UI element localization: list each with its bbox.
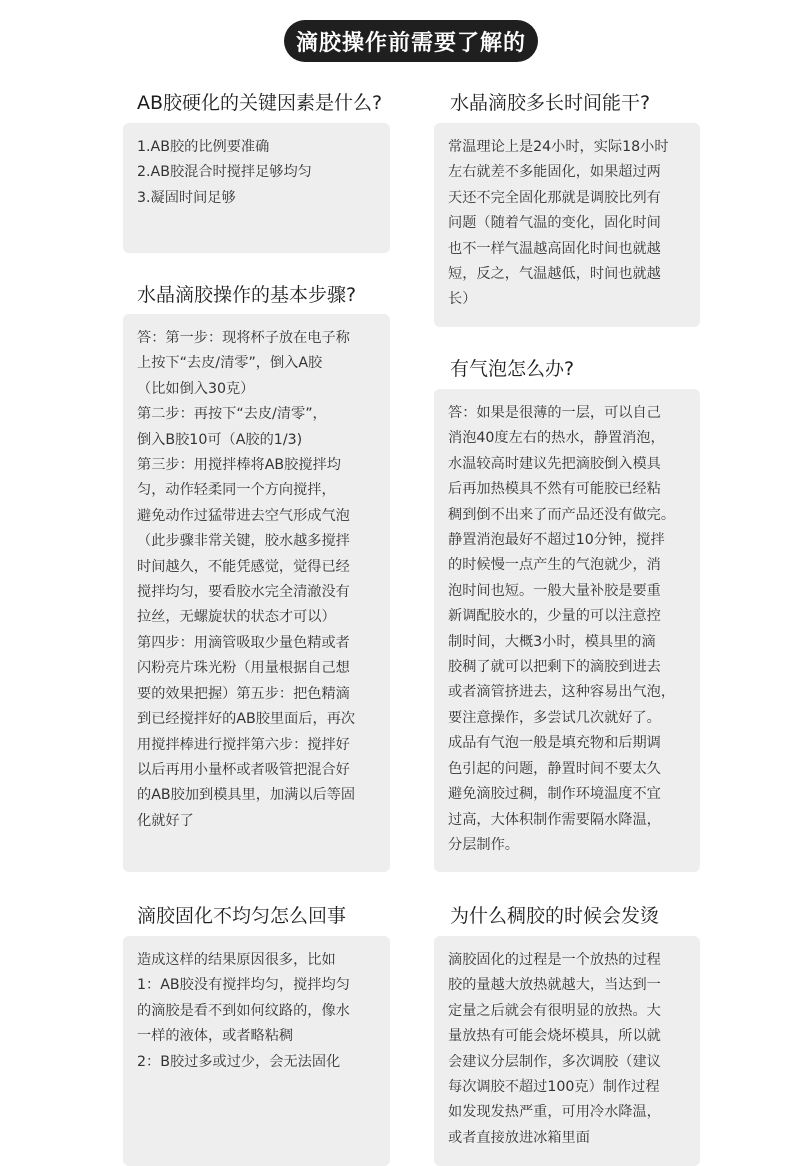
page-title-banner — [284, 20, 538, 62]
card-line: 1.AB胶的比例要准确 — [137, 139, 270, 155]
card-line: 静置消泡最好不超过10分钟，搅拌 — [448, 532, 665, 549]
card-line: 长） — [448, 291, 477, 308]
section-card-hardening-factors — [123, 123, 390, 253]
card-line: 水温较高时建议先把滴胶倒入模具 — [448, 455, 661, 472]
card-line: 匀，动作轻柔同一个方向搅拌， — [137, 482, 336, 499]
card-line: 的时候慢一点产生的气泡就少，消 — [448, 557, 661, 574]
card-line: 消泡40度左右的热水，静置消泡， — [448, 430, 665, 447]
card-line: 1：AB胶没有搅拌均匀，搅拌均匀 — [137, 977, 350, 994]
card-line: 定量之后就会有很明显的放热。大 — [448, 1002, 661, 1019]
card-line: 用搅拌棒进行搅拌第六步：搅拌好 — [137, 736, 350, 753]
card-line: 或者直接放进冰箱里面 — [448, 1129, 590, 1146]
card-line: 如发现发热严重，可用冷水降温， — [448, 1104, 661, 1121]
section-card-heating — [434, 936, 700, 1166]
card-line: 色引起的问题，静置时间不要太久 — [448, 760, 661, 777]
card-line: 2.AB胶混合时搅拌足够均匀 — [137, 164, 312, 181]
section-heading-bubbles: 有气泡怎么办? — [450, 358, 575, 380]
section-heading-uneven-curing: 滴胶固化不均匀怎么回事 — [137, 905, 347, 927]
section-card-bubbles — [434, 389, 700, 872]
card-line: 答：如果是很薄的一层，可以自己 — [448, 405, 661, 421]
page-title: 滴胶操作前需要了解的 — [295, 30, 526, 56]
card-line: 胶稠了就可以把剩下的滴胶到进去 — [448, 659, 661, 676]
card-line: 第三步：用搅拌棒将AB胶搅拌均 — [137, 457, 341, 474]
card-line: 也不一样气温越高固化时间也就越 — [448, 240, 661, 257]
card-line: 新调配胶水的，少量的可以注意控 — [448, 608, 661, 625]
card-line: 每次调胶不超过100克）制作过程 — [448, 1079, 660, 1096]
card-line: 时间越久，不能凭感觉，觉得已经 — [137, 558, 350, 575]
card-line: （此步骤非常关键，胶水越多搅拌 — [137, 533, 350, 550]
card-line: 的滴胶是看不到如何纹路的，像水 — [137, 1002, 350, 1019]
card-line: 闪粉亮片珠光粉（用量根据自己想 — [137, 660, 350, 677]
card-line: 第二步：再按下“去皮/清零”， — [137, 406, 327, 423]
section-heading-basic-steps: 水晶滴胶操作的基本步骤? — [137, 284, 357, 306]
card-line: 滴胶固化的过程是一个放热的过程 — [448, 952, 661, 968]
card-line: 2：B胶过多或过少，会无法固化 — [137, 1053, 341, 1070]
card-line: 避免滴胶过稠，制作环境温度不宜 — [448, 786, 661, 803]
section-card-basic-steps — [123, 314, 390, 872]
card-line: 稠到倒不出来了而产品还没有做完。 — [448, 506, 676, 523]
card-line: 以后再用小量杯或者吸管把混合好 — [137, 761, 350, 778]
card-line: 要注意操作，多尝试几次就好了。 — [448, 709, 661, 726]
card-line: 常温理论上是24小时，实际18小时 — [448, 139, 669, 155]
section-card-uneven-curing — [123, 936, 390, 1166]
card-line: 答：第一步：现将杯子放在电子称 — [137, 330, 350, 346]
card-line: 左右就差不多能固化，如果超过两 — [448, 164, 661, 181]
card-line: 或者滴管挤进去，这种容易出气泡， — [448, 684, 676, 701]
card-line: 造成这样的结果原因很多，比如 — [137, 952, 336, 968]
card-line: 天还不完全固化那就是调胶比列有 — [448, 189, 661, 206]
card-line: 量放热有可能会烧坏模具，所以就 — [448, 1028, 661, 1045]
section-heading-heating: 为什么稠胶的时候会发烫 — [450, 905, 660, 927]
card-line: 倒入B胶10可（A胶的1/3) — [137, 431, 303, 448]
card-line: 的AB胶加到模具里，加满以后等固 — [137, 787, 356, 804]
card-line: （比如倒入30克） — [137, 380, 255, 397]
card-line: 第四步：用滴管吸取少量色精或者 — [137, 634, 350, 651]
card-line: 一样的液体，或者略粘稠 — [137, 1028, 294, 1045]
card-line: 避免动作过猛带进去空气形成气泡 — [137, 507, 350, 524]
section-card-drying-time — [434, 123, 700, 327]
card-line: 上按下“去皮/清零”，倒入A胶 — [137, 355, 323, 372]
card-line: 胶的量越大放热就越大，当达到一 — [448, 977, 661, 994]
card-line: 问题（随着气温的变化，固化时间 — [448, 215, 661, 232]
card-line: 短，反之，气温越低，时间也就越 — [448, 266, 661, 283]
card-line: 后再加热模具不然有可能胶已经粘 — [448, 481, 661, 498]
card-line: 到已经搅拌好的AB胶里面后，再次 — [137, 711, 356, 728]
card-line: 过高，大体积制作需要隔水降温， — [448, 811, 661, 828]
card-line: 拉丝，无螺旋状的状态才可以） — [137, 609, 336, 626]
card-line: 制时间，大概3小时，模具里的滴 — [448, 633, 656, 650]
section-heading-hardening-factors: AB胶硬化的关键因素是什么? — [137, 92, 383, 114]
card-line: 3.凝固时间足够 — [137, 189, 236, 206]
section-heading-drying-time: 水晶滴胶多长时间能干? — [450, 92, 651, 114]
card-line: 泡时间也短。一般大量补胶是要重 — [448, 582, 661, 599]
card-line: 分层制作。 — [448, 836, 519, 853]
card-line: 成品有气泡一般是填充物和后期调 — [448, 735, 661, 752]
card-line: 搅拌均匀，要看胶水完全清澈没有 — [137, 584, 350, 601]
card-line: 要的效果把握）第五步：把色精滴 — [137, 685, 350, 702]
card-line: 化就好了 — [137, 812, 194, 829]
card-line: 会建议分层制作，多次调胶（建议 — [448, 1053, 661, 1070]
